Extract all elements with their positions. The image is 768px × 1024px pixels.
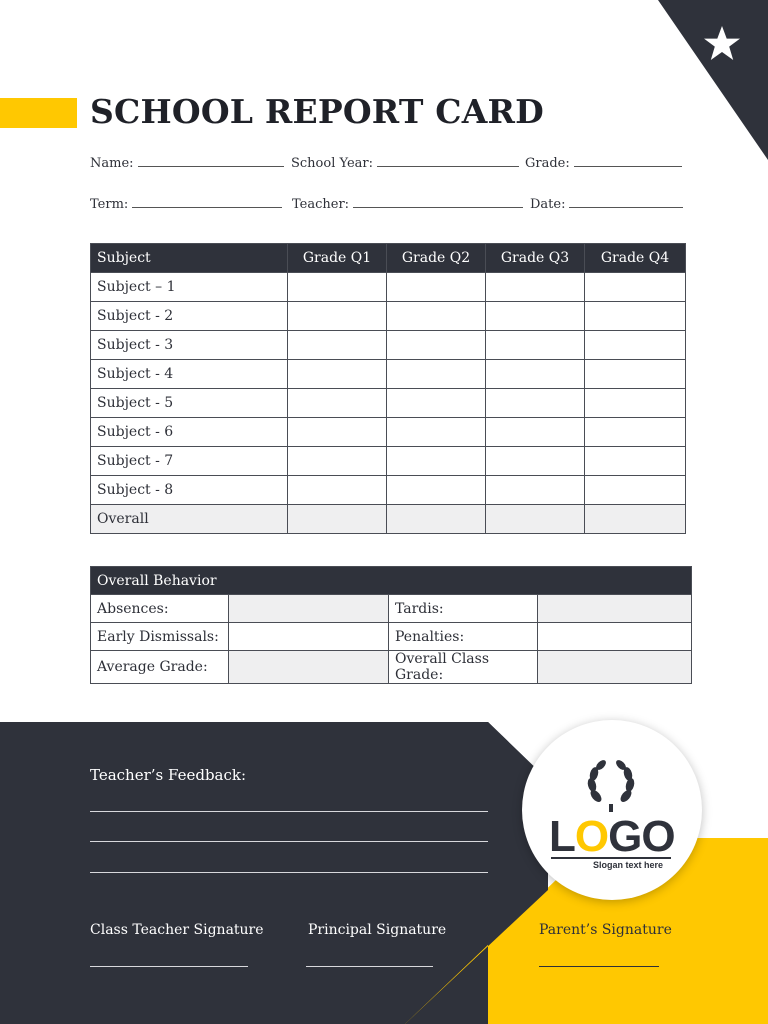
table-row (91, 447, 686, 476)
parent-signature-label: Parent’s Signature (539, 922, 672, 938)
grade-cell[interactable] (585, 447, 686, 476)
date-line[interactable] (569, 195, 683, 208)
behavior-title: Overall Behavior (91, 567, 692, 595)
principal-signature-line[interactable] (306, 966, 433, 967)
title-accent-bar (0, 98, 77, 128)
behavior-table (90, 566, 692, 684)
grade-cell[interactable] (387, 331, 486, 360)
grade-cell[interactable] (486, 360, 585, 389)
grade-cell[interactable] (585, 331, 686, 360)
grade-cell[interactable] (486, 389, 585, 418)
table-row (91, 273, 686, 302)
grade-cell[interactable] (486, 302, 585, 331)
grade-cell[interactable] (387, 360, 486, 389)
early-dismissals-value[interactable] (229, 623, 389, 651)
teacher-label: Teacher: (292, 197, 350, 212)
penalties-label: Penalties: (389, 623, 538, 651)
grade-cell[interactable] (288, 418, 387, 447)
grade-cell[interactable] (387, 418, 486, 447)
table-row (91, 623, 692, 651)
absences-value[interactable] (229, 595, 389, 623)
page-title: SCHOOL REPORT CARD (90, 92, 544, 131)
grade-cell[interactable] (585, 389, 686, 418)
school-year-label: School Year: (291, 156, 373, 171)
grade-cell[interactable] (288, 389, 387, 418)
overall-grade-cell[interactable] (288, 505, 387, 534)
grade-cell[interactable] (387, 447, 486, 476)
corner-decoration (608, 0, 768, 160)
subject-cell: Subject - 8 (91, 476, 288, 505)
class-teacher-signature-line[interactable] (90, 966, 248, 967)
grade-cell[interactable] (387, 273, 486, 302)
date-field[interactable] (530, 195, 683, 212)
header-grade-q1: Grade Q1 (288, 244, 387, 273)
grade-line[interactable] (574, 154, 682, 167)
name-field[interactable] (90, 154, 284, 171)
overall-row (91, 505, 686, 534)
grade-label: Grade: (525, 156, 570, 171)
subject-cell: Subject – 1 (91, 273, 288, 302)
header-grade-q2: Grade Q2 (387, 244, 486, 273)
table-row (91, 651, 692, 684)
table-row (91, 418, 686, 447)
subject-cell: Subject - 4 (91, 360, 288, 389)
school-year-field[interactable] (291, 154, 519, 171)
penalties-value[interactable] (538, 623, 692, 651)
overall-grade-cell[interactable] (387, 505, 486, 534)
teacher-field[interactable] (292, 195, 523, 212)
header-grade-q3: Grade Q3 (486, 244, 585, 273)
grade-cell[interactable] (387, 389, 486, 418)
subject-cell: Subject - 3 (91, 331, 288, 360)
logo-wordmark (549, 812, 675, 862)
class-teacher-signature-label: Class Teacher Signature (90, 922, 264, 938)
header-grade-q4: Grade Q4 (585, 244, 686, 273)
overall-grade-cell[interactable] (585, 505, 686, 534)
grade-cell[interactable] (486, 331, 585, 360)
date-label: Date: (530, 197, 566, 212)
grade-cell[interactable] (288, 273, 387, 302)
parent-signature-line[interactable] (539, 966, 659, 967)
grade-cell[interactable] (288, 331, 387, 360)
term-field[interactable] (90, 195, 282, 212)
table-row (91, 331, 686, 360)
subject-cell: Subject - 5 (91, 389, 288, 418)
overall-label: Overall (91, 505, 288, 534)
table-row (91, 595, 692, 623)
logo-letter-o: O (574, 812, 609, 861)
grade-cell[interactable] (585, 302, 686, 331)
grade-cell[interactable] (486, 447, 585, 476)
grade-cell[interactable] (585, 273, 686, 302)
absences-label: Absences: (91, 595, 229, 623)
star-icon (702, 24, 742, 64)
average-grade-label: Average Grade: (91, 651, 229, 684)
grade-cell[interactable] (585, 360, 686, 389)
grade-cell[interactable] (288, 476, 387, 505)
tardis-value[interactable] (538, 595, 692, 623)
grade-cell[interactable] (387, 476, 486, 505)
tardis-label: Tardis: (389, 595, 538, 623)
term-label: Term: (90, 197, 129, 212)
subject-cell: Subject - 2 (91, 302, 288, 331)
grade-cell[interactable] (486, 476, 585, 505)
feedback-line[interactable] (90, 841, 488, 842)
grade-field[interactable] (525, 154, 682, 171)
name-label: Name: (90, 156, 134, 171)
principal-signature-label: Principal Signature (308, 922, 447, 938)
grade-cell[interactable] (486, 418, 585, 447)
header-subject: Subject (91, 244, 288, 273)
table-row (91, 302, 686, 331)
grade-cell[interactable] (387, 302, 486, 331)
feedback-line[interactable] (90, 872, 488, 873)
behavior-header-row (91, 567, 692, 595)
subject-cell: Subject - 7 (91, 447, 288, 476)
grade-cell[interactable] (288, 302, 387, 331)
logo-slogan: Slogan text here (593, 860, 664, 870)
school-year-line[interactable] (377, 154, 519, 167)
grade-cell[interactable] (486, 273, 585, 302)
grade-cell[interactable] (288, 360, 387, 389)
table-row (91, 476, 686, 505)
grades-table (90, 243, 686, 534)
logo-underline (551, 857, 671, 859)
table-row (91, 360, 686, 389)
logo-letter-l: L (549, 812, 575, 861)
early-dismissals-label: Early Dismissals: (91, 623, 229, 651)
term-line[interactable] (132, 195, 282, 208)
feedback-line[interactable] (90, 811, 488, 812)
overall-class-grade-value[interactable] (538, 651, 692, 684)
name-line[interactable] (138, 154, 284, 167)
overall-class-grade-label: Overall Class Grade: (389, 651, 538, 684)
table-row (91, 389, 686, 418)
logo-letters-go: GO (608, 812, 675, 861)
average-grade-value[interactable] (229, 651, 389, 684)
subject-cell: Subject - 6 (91, 418, 288, 447)
overall-grade-cell[interactable] (486, 505, 585, 534)
wreath-icon (582, 756, 640, 814)
grade-cell[interactable] (585, 476, 686, 505)
teacher-line[interactable] (353, 195, 523, 208)
grade-cell[interactable] (585, 418, 686, 447)
teachers-feedback-label: Teacher’s Feedback: (90, 766, 247, 784)
grades-header-row (91, 244, 686, 273)
grade-cell[interactable] (288, 447, 387, 476)
